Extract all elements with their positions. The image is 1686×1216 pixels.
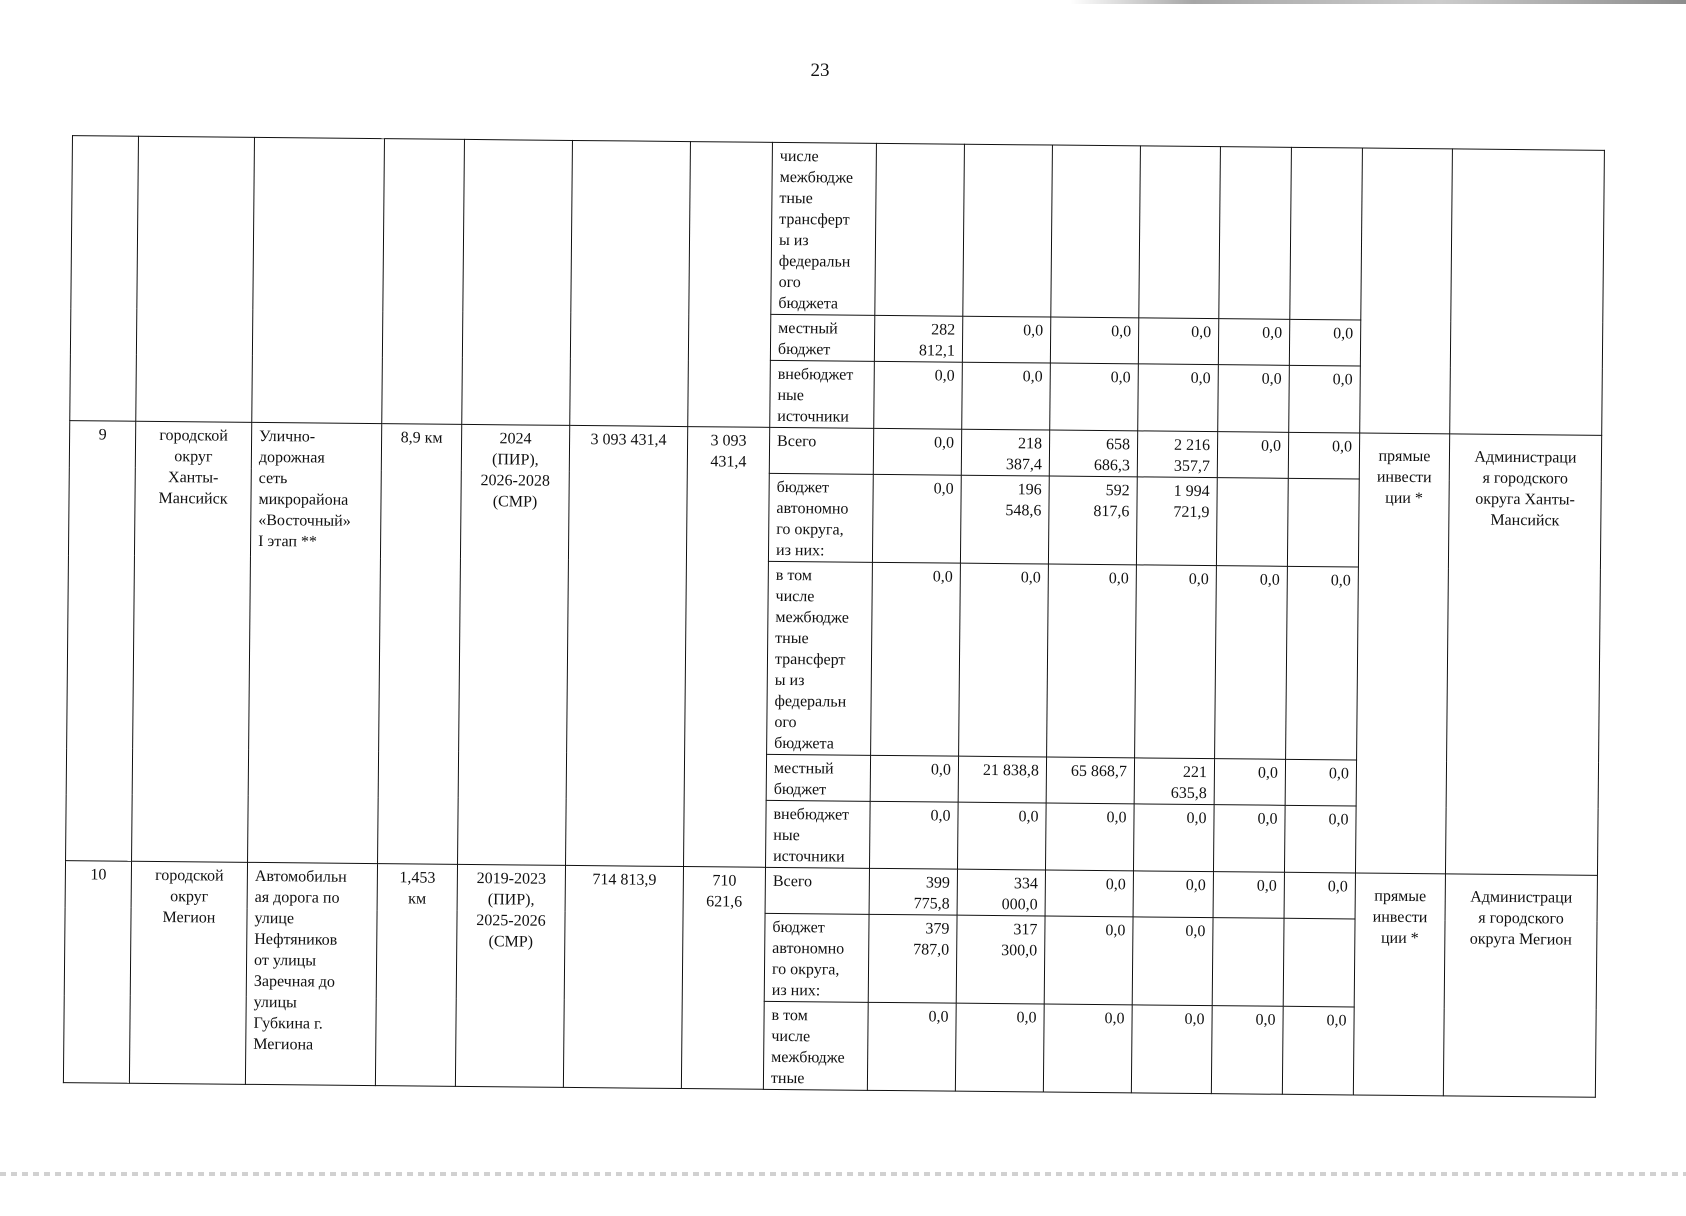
value-cell <box>1139 146 1221 319</box>
value-cell: 0,0 <box>1045 870 1133 917</box>
cell-capacity <box>382 139 465 425</box>
value-cell: 0,0 <box>1288 432 1359 479</box>
cell-object: Автомобильн ая дорога по улице Нефтяников от улицы Заречная до улицы Губкина г. Мегиона <box>245 862 377 1085</box>
source-label: в том числе межбюдже тные трансферт ы из федеральн ого бюджета <box>767 561 873 755</box>
value-cell: 1 994 721,9 <box>1136 477 1217 566</box>
value-cell: 0,0 <box>1047 564 1137 758</box>
value-cell: 221 635,8 <box>1134 758 1214 805</box>
cell-responsible: Администраци я городского округа Мегион <box>1443 874 1597 1097</box>
value-cell: 0,0 <box>1289 319 1360 366</box>
value-cell <box>1051 145 1141 318</box>
investment-table <box>63 135 1605 1098</box>
value-cell <box>1287 478 1359 567</box>
cell-municipality: городской округ Мегион <box>129 861 247 1084</box>
value-cell: 0,0 <box>1133 804 1214 872</box>
value-cell: 0,0 <box>1215 566 1288 760</box>
value-cell: 0,0 <box>962 316 1050 363</box>
value-cell: 0,0 <box>1289 365 1361 433</box>
value-cell: 0,0 <box>1132 917 1213 1006</box>
value-cell: 0,0 <box>872 474 961 563</box>
value-cell: 334 000,0 <box>957 869 1045 916</box>
value-cell: 0,0 <box>1131 1005 1212 1094</box>
cell-method: прямые инвести ции * <box>1355 433 1449 874</box>
value-cell: 0,0 <box>1284 805 1356 873</box>
continuation-transfers-row <box>71 136 1605 323</box>
cell-remaining-cost: 3 093 431,4 <box>684 427 770 868</box>
cell-responsible: Администраци я городского округа Ханты- Мансийск <box>1445 434 1601 875</box>
cell-remaining-cost <box>688 142 773 428</box>
source-label: внебюджет ные источники <box>770 360 875 428</box>
value-cell: 0,0 <box>1285 759 1356 806</box>
value-cell: 0,0 <box>1217 432 1288 479</box>
cell-number <box>70 136 139 422</box>
source-label: местный бюджет <box>766 754 870 801</box>
cell-estimated-cost <box>570 140 691 426</box>
value-cell: 0,0 <box>1138 318 1218 365</box>
cell-method: прямые инвести ции * <box>1353 873 1445 1096</box>
source-label: внебюджет ные источники <box>766 800 871 868</box>
page-number: 23 <box>810 60 830 81</box>
scan-edge-top <box>1070 0 1686 4</box>
source-label: Всего <box>765 867 869 914</box>
value-cell: 21 838,8 <box>958 756 1046 803</box>
value-cell: 0,0 <box>873 428 961 475</box>
scan-edge-bottom <box>0 1172 1686 1176</box>
value-cell: 0,0 <box>1050 363 1139 431</box>
cell-period <box>462 139 573 425</box>
value-cell <box>963 144 1053 317</box>
value-cell: 0,0 <box>869 801 958 869</box>
value-cell: 0,0 <box>955 1003 1044 1092</box>
value-cell: 0,0 <box>1211 1006 1283 1095</box>
value-cell: 0,0 <box>1044 916 1133 1005</box>
value-cell: 0,0 <box>874 361 963 429</box>
cell-period: 2024 (ПИР), 2026-2028 (СМР) <box>458 424 570 865</box>
value-cell <box>875 143 965 316</box>
value-cell: 0,0 <box>1213 805 1285 873</box>
cell-capacity: 8,9 км <box>378 424 462 865</box>
value-cell <box>1216 478 1288 567</box>
cell-estimated-cost: 3 093 431,4 <box>566 425 688 866</box>
value-cell: 592 817,6 <box>1048 476 1137 565</box>
value-cell: 65 868,7 <box>1046 757 1134 804</box>
value-cell: 218 387,4 <box>961 429 1049 476</box>
value-cell <box>1290 147 1363 320</box>
value-cell: 0,0 <box>1050 317 1138 364</box>
cell-responsible <box>1450 149 1605 435</box>
value-cell: 0,0 <box>1043 1004 1132 1093</box>
cell-municipality <box>136 136 255 422</box>
source-label: бюджет автономно го округа, из них: <box>768 473 873 562</box>
cell-estimated-cost: 714 813,9 <box>563 865 683 1088</box>
cell-number: 9 <box>66 421 136 862</box>
value-cell: 0,0 <box>1218 365 1290 433</box>
cell-object: Улично- дорожная сеть микрорайона «Восточный» I этап ** <box>248 422 382 863</box>
source-label: местный бюджет <box>770 314 874 361</box>
source-label: в том числе межбюдже тные <box>763 1001 868 1090</box>
value-cell: 0,0 <box>1138 364 1219 432</box>
value-cell: 0,0 <box>962 362 1051 430</box>
value-cell: 0,0 <box>1045 803 1134 871</box>
value-cell: 0,0 <box>1286 566 1359 760</box>
value-cell <box>1219 147 1292 320</box>
value-cell: 0,0 <box>1284 872 1355 919</box>
value-cell: 0,0 <box>1282 1006 1354 1095</box>
cell-period: 2019-2023 (ПИР), 2025-2026 (СМР) <box>455 864 565 1087</box>
value-cell <box>1283 918 1355 1007</box>
value-cell: 0,0 <box>1135 565 1217 759</box>
value-cell: 399 775,8 <box>869 868 957 915</box>
value-cell: 658 686,3 <box>1049 430 1137 477</box>
value-cell: 0,0 <box>1218 319 1289 366</box>
value-cell: 0,0 <box>871 562 961 756</box>
cell-method <box>1360 148 1453 434</box>
value-cell: 0,0 <box>1214 759 1285 806</box>
value-cell: 0,0 <box>957 802 1046 870</box>
value-cell: 2 216 357,7 <box>1137 431 1217 478</box>
value-cell <box>1212 918 1284 1007</box>
value-cell: 0,0 <box>870 755 958 802</box>
source-label: бюджет автономно го округа, из них: <box>764 913 869 1002</box>
value-cell: 379 787,0 <box>868 914 957 1003</box>
cell-remaining-cost: 710 621,6 <box>681 867 765 1090</box>
cell-number: 10 <box>63 861 131 1084</box>
source-label: числе межбюдже тные трансферт ы из федеральн ого бюджета <box>771 142 877 315</box>
cell-object <box>252 137 385 423</box>
value-cell: 0,0 <box>1133 871 1213 918</box>
value-cell: 317 300,0 <box>956 915 1045 1004</box>
value-cell: 0,0 <box>867 1002 956 1091</box>
cell-municipality: городской округ Ханты- Мансийск <box>132 421 252 862</box>
value-cell: 0,0 <box>1213 872 1284 919</box>
source-label: Всего <box>769 427 873 474</box>
cell-capacity: 1,453 км <box>375 864 457 1087</box>
value-cell: 196 548,6 <box>960 475 1049 564</box>
value-cell: 282 812,1 <box>874 315 962 362</box>
value-cell: 0,0 <box>959 563 1049 757</box>
